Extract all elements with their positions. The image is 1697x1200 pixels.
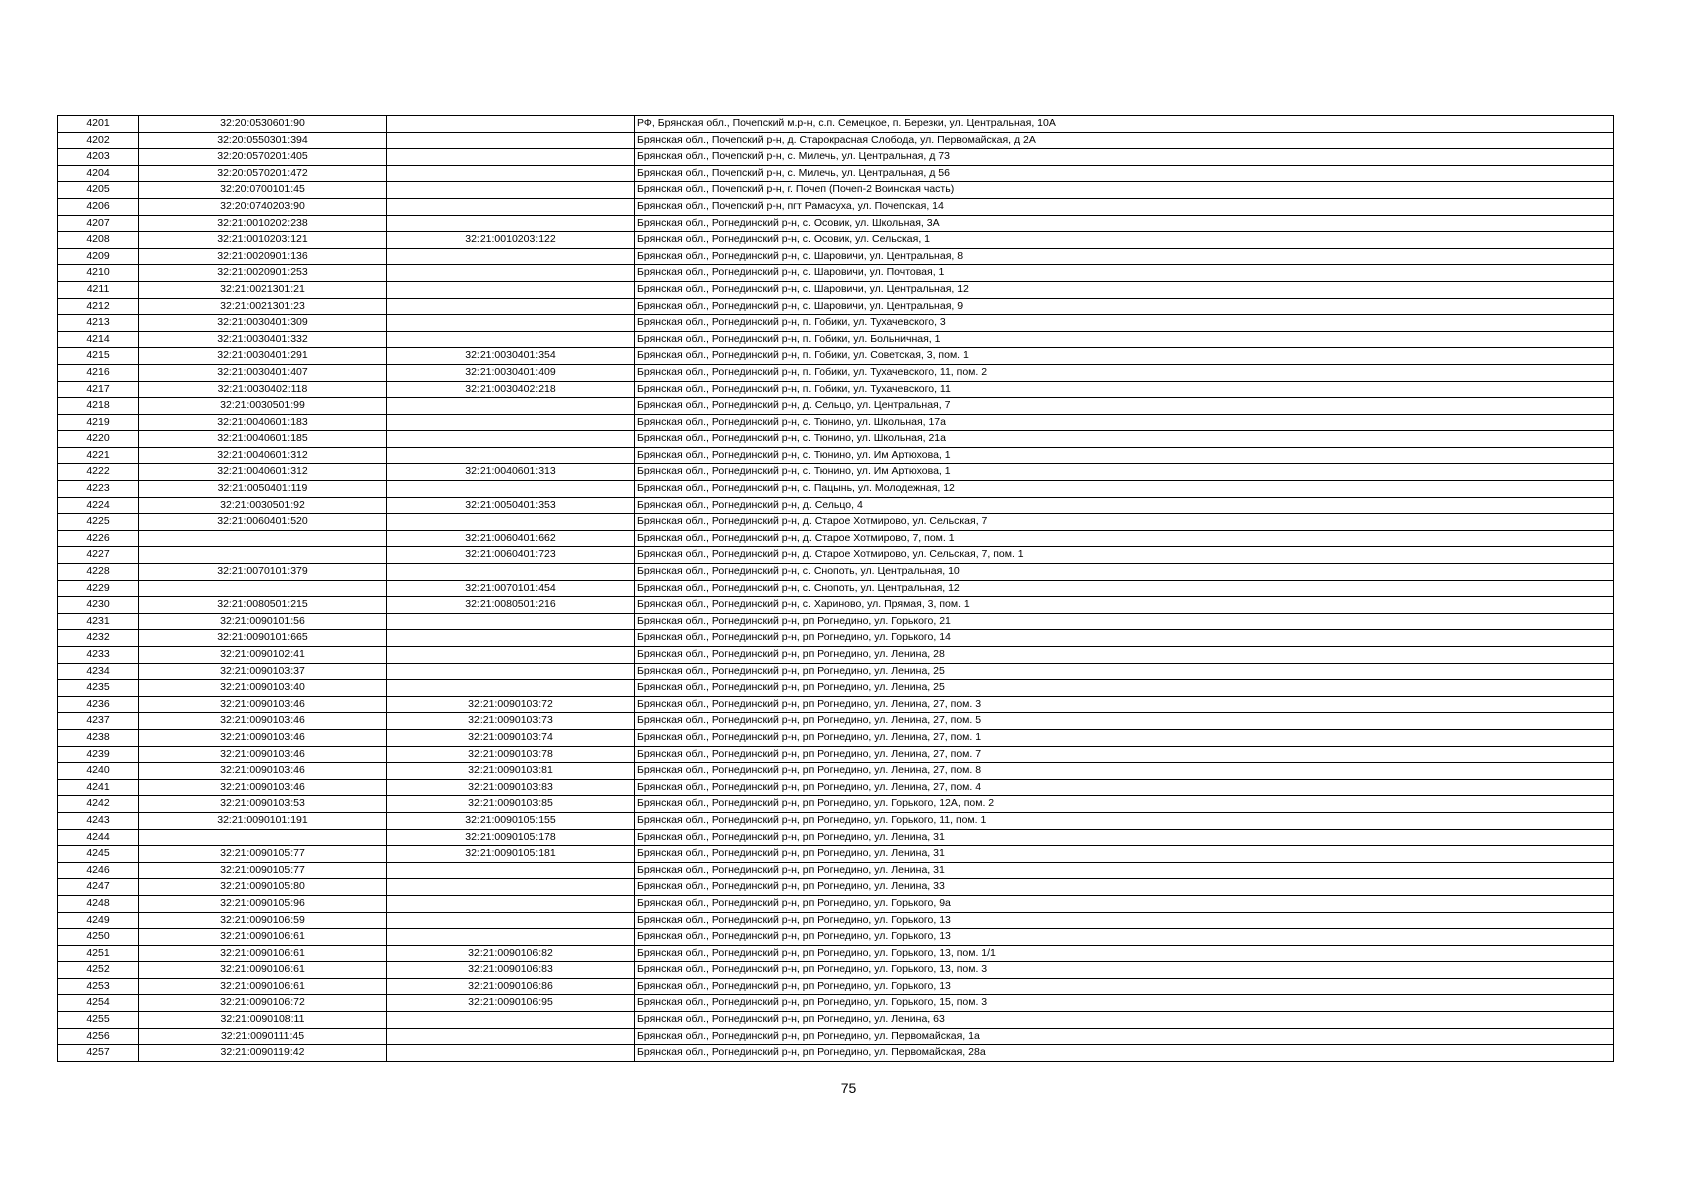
row-number-cell: 4255 bbox=[58, 1012, 139, 1029]
table-row bbox=[58, 132, 1614, 149]
row-number-cell: 4222 bbox=[58, 464, 139, 481]
table-row bbox=[58, 796, 1614, 813]
address-cell: Брянская обл., Почепский р-н, с. Милечь, ул. Центральная, д 56 bbox=[635, 165, 1614, 182]
row-number-cell: 4202 bbox=[58, 132, 139, 149]
cadastral-number-cell: 32:21:0090106:61 bbox=[139, 945, 387, 962]
row-number-cell: 4229 bbox=[58, 580, 139, 597]
row-number-cell: 4224 bbox=[58, 497, 139, 514]
table-row bbox=[58, 331, 1614, 348]
address-cell: Брянская обл., Рогнединский р-н, д. Сельцо, 4 bbox=[635, 497, 1614, 514]
table-row bbox=[58, 215, 1614, 232]
address-cell: Брянская обл., Рогнединский р-н, с. Пацынь, ул. Молодежная, 12 bbox=[635, 481, 1614, 498]
related-cadastral-number-cell bbox=[387, 116, 635, 133]
table-row bbox=[58, 846, 1614, 863]
table-row bbox=[58, 248, 1614, 265]
related-cadastral-number-cell bbox=[387, 647, 635, 664]
table-row bbox=[58, 713, 1614, 730]
table-row bbox=[58, 265, 1614, 282]
address-cell: Брянская обл., Рогнединский р-н, рп Рогнедино, ул. Ленина, 27, пом. 3 bbox=[635, 696, 1614, 713]
table-row bbox=[58, 232, 1614, 249]
table-row bbox=[58, 696, 1614, 713]
address-cell: Брянская обл., Рогнединский р-н, д. Старое Хотмирово, ул. Сельская, 7, пом. 1 bbox=[635, 547, 1614, 564]
address-cell: Брянская обл., Рогнединский р-н, п. Гобики, ул. Тухачевского, 11 bbox=[635, 381, 1614, 398]
related-cadastral-number-cell bbox=[387, 514, 635, 531]
address-cell: Брянская обл., Рогнединский р-н, рп Рогнедино, ул. Ленина, 31 bbox=[635, 846, 1614, 863]
row-number-cell: 4221 bbox=[58, 447, 139, 464]
cadastral-number-cell: 32:21:0060401:520 bbox=[139, 514, 387, 531]
related-cadastral-number-cell bbox=[387, 298, 635, 315]
cadastral-number-cell: 32:21:0021301:21 bbox=[139, 281, 387, 298]
related-cadastral-number-cell bbox=[387, 398, 635, 415]
address-cell: Брянская обл., Рогнединский р-н, с. Снопоть, ул. Центральная, 12 bbox=[635, 580, 1614, 597]
table-row bbox=[58, 149, 1614, 166]
table-row bbox=[58, 315, 1614, 332]
address-cell: Брянская обл., Почепский р-н, д. Старокрасная Слобода, ул. Первомайская, д 2А bbox=[635, 132, 1614, 149]
table-row bbox=[58, 962, 1614, 979]
row-number-cell: 4209 bbox=[58, 248, 139, 265]
cadastral-number-cell: 32:21:0090106:61 bbox=[139, 929, 387, 946]
row-number-cell: 4241 bbox=[58, 779, 139, 796]
related-cadastral-number-cell bbox=[387, 613, 635, 630]
related-cadastral-number-cell: 32:21:0060401:662 bbox=[387, 530, 635, 547]
table-row bbox=[58, 879, 1614, 896]
cadastral-number-cell: 32:21:0030501:99 bbox=[139, 398, 387, 415]
table-row bbox=[58, 945, 1614, 962]
related-cadastral-number-cell bbox=[387, 248, 635, 265]
row-number-cell: 4205 bbox=[58, 182, 139, 199]
table-row bbox=[58, 763, 1614, 780]
related-cadastral-number-cell: 32:21:0090105:155 bbox=[387, 812, 635, 829]
address-cell: Брянская обл., Рогнединский р-н, рп Рогнедино, ул. Горького, 11, пом. 1 bbox=[635, 812, 1614, 829]
related-cadastral-number-cell bbox=[387, 165, 635, 182]
related-cadastral-number-cell: 32:21:0090105:181 bbox=[387, 846, 635, 863]
table-row bbox=[58, 497, 1614, 514]
address-cell: Брянская обл., Рогнединский р-н, рп Рогнедино, ул. Первомайская, 1а bbox=[635, 1028, 1614, 1045]
cadastral-number-cell: 32:21:0070101:379 bbox=[139, 564, 387, 581]
related-cadastral-number-cell: 32:21:0090103:85 bbox=[387, 796, 635, 813]
table-row bbox=[58, 1045, 1614, 1062]
cadastral-number-cell: 32:21:0030401:291 bbox=[139, 348, 387, 365]
related-cadastral-number-cell bbox=[387, 862, 635, 879]
cadastral-number-cell bbox=[139, 547, 387, 564]
table-row bbox=[58, 912, 1614, 929]
address-cell: Брянская обл., Почепский р-н, с. Милечь, ул. Центральная, д 73 bbox=[635, 149, 1614, 166]
cadastral-number-cell: 32:21:0090105:77 bbox=[139, 862, 387, 879]
address-cell: Брянская обл., Рогнединский р-н, рп Рогнедино, ул. Горького, 13 bbox=[635, 929, 1614, 946]
related-cadastral-number-cell: 32:21:0010203:122 bbox=[387, 232, 635, 249]
row-number-cell: 4210 bbox=[58, 265, 139, 282]
cadastral-number-cell: 32:21:0090103:46 bbox=[139, 746, 387, 763]
row-number-cell: 4238 bbox=[58, 729, 139, 746]
table-row bbox=[58, 995, 1614, 1012]
related-cadastral-number-cell bbox=[387, 1028, 635, 1045]
table-row bbox=[58, 613, 1614, 630]
row-number-cell: 4203 bbox=[58, 149, 139, 166]
cadastral-number-cell: 32:21:0090106:61 bbox=[139, 978, 387, 995]
cadastral-number-cell: 32:21:0050401:119 bbox=[139, 481, 387, 498]
row-number-cell: 4256 bbox=[58, 1028, 139, 1045]
related-cadastral-number-cell bbox=[387, 431, 635, 448]
address-cell: Брянская обл., Рогнединский р-н, рп Рогнедино, ул. Ленина, 27, пом. 1 bbox=[635, 729, 1614, 746]
row-number-cell: 4243 bbox=[58, 812, 139, 829]
related-cadastral-number-cell bbox=[387, 198, 635, 215]
row-number-cell: 4245 bbox=[58, 846, 139, 863]
table-row bbox=[58, 1028, 1614, 1045]
cadastral-number-cell: 32:21:0040601:185 bbox=[139, 431, 387, 448]
table-row bbox=[58, 779, 1614, 796]
table-row bbox=[58, 398, 1614, 415]
address-cell: Брянская обл., Рогнединский р-н, д. Старое Хотмирово, 7, пом. 1 bbox=[635, 530, 1614, 547]
address-cell: Брянская обл., Рогнединский р-н, рп Рогнедино, ул. Горького, 14 bbox=[635, 630, 1614, 647]
related-cadastral-number-cell bbox=[387, 564, 635, 581]
table-row bbox=[58, 348, 1614, 365]
cadastral-number-cell: 32:21:0090102:41 bbox=[139, 647, 387, 664]
row-number-cell: 4236 bbox=[58, 696, 139, 713]
related-cadastral-number-cell bbox=[387, 1045, 635, 1062]
cadastral-number-cell bbox=[139, 829, 387, 846]
cadastral-number-cell: 32:21:0090101:665 bbox=[139, 630, 387, 647]
cadastral-number-cell: 32:21:0090103:46 bbox=[139, 696, 387, 713]
registry-table-body bbox=[58, 116, 1614, 1062]
address-cell: Брянская обл., Рогнединский р-н, п. Гобики, ул. Тухачевского, 11, пом. 2 bbox=[635, 364, 1614, 381]
table-row bbox=[58, 431, 1614, 448]
cadastral-number-cell: 32:21:0090103:37 bbox=[139, 663, 387, 680]
cadastral-number-cell: 32:21:0090108:11 bbox=[139, 1012, 387, 1029]
cadastral-number-cell: 32:21:0090103:46 bbox=[139, 779, 387, 796]
cadastral-number-cell: 32:21:0030401:309 bbox=[139, 315, 387, 332]
table-row bbox=[58, 564, 1614, 581]
address-cell: Брянская обл., Почепский р-н, пгт Рамасуха, ул. Почепская, 14 bbox=[635, 198, 1614, 215]
address-cell: Брянская обл., Рогнединский р-н, с. Снопоть, ул. Центральная, 10 bbox=[635, 564, 1614, 581]
row-number-cell: 4225 bbox=[58, 514, 139, 531]
related-cadastral-number-cell bbox=[387, 663, 635, 680]
related-cadastral-number-cell bbox=[387, 912, 635, 929]
cadastral-number-cell: 32:21:0090119:42 bbox=[139, 1045, 387, 1062]
table-row bbox=[58, 414, 1614, 431]
cadastral-number-cell: 32:21:0040601:183 bbox=[139, 414, 387, 431]
related-cadastral-number-cell bbox=[387, 895, 635, 912]
row-number-cell: 4207 bbox=[58, 215, 139, 232]
address-cell: Брянская обл., Рогнединский р-н, рп Рогнедино, ул. Горького, 9а bbox=[635, 895, 1614, 912]
row-number-cell: 4232 bbox=[58, 630, 139, 647]
cadastral-number-cell: 32:21:0030402:118 bbox=[139, 381, 387, 398]
related-cadastral-number-cell bbox=[387, 132, 635, 149]
row-number-cell: 4208 bbox=[58, 232, 139, 249]
address-cell: Брянская обл., Рогнединский р-н, с. Тюнино, ул. Им Артюхова, 1 bbox=[635, 447, 1614, 464]
address-cell: Брянская обл., Рогнединский р-н, рп Рогнедино, ул. Ленина, 27, пом. 5 bbox=[635, 713, 1614, 730]
address-cell: Брянская обл., Почепский р-н, г. Почеп (Почеп-2 Воинская часть) bbox=[635, 182, 1614, 199]
related-cadastral-number-cell bbox=[387, 182, 635, 199]
row-number-cell: 4233 bbox=[58, 647, 139, 664]
row-number-cell: 4228 bbox=[58, 564, 139, 581]
related-cadastral-number-cell: 32:21:0090103:73 bbox=[387, 713, 635, 730]
row-number-cell: 4247 bbox=[58, 879, 139, 896]
table-row bbox=[58, 165, 1614, 182]
related-cadastral-number-cell: 32:21:0030401:409 bbox=[387, 364, 635, 381]
cadastral-number-cell bbox=[139, 580, 387, 597]
row-number-cell: 4237 bbox=[58, 713, 139, 730]
row-number-cell: 4204 bbox=[58, 165, 139, 182]
cadastral-number-cell: 32:21:0090106:59 bbox=[139, 912, 387, 929]
row-number-cell: 4213 bbox=[58, 315, 139, 332]
related-cadastral-number-cell bbox=[387, 215, 635, 232]
table-row bbox=[58, 680, 1614, 697]
table-row bbox=[58, 746, 1614, 763]
related-cadastral-number-cell: 32:21:0030402:218 bbox=[387, 381, 635, 398]
related-cadastral-number-cell bbox=[387, 281, 635, 298]
row-number-cell: 4235 bbox=[58, 680, 139, 697]
cadastral-number-cell: 32:21:0080501:215 bbox=[139, 597, 387, 614]
address-cell: Брянская обл., Рогнединский р-н, с. Осовик, ул. Сельская, 1 bbox=[635, 232, 1614, 249]
address-cell: Брянская обл., Рогнединский р-н, рп Рогнедино, ул. Горького, 15, пом. 3 bbox=[635, 995, 1614, 1012]
table-row bbox=[58, 895, 1614, 912]
table-row bbox=[58, 729, 1614, 746]
cadastral-number-cell: 32:21:0030401:407 bbox=[139, 364, 387, 381]
row-number-cell: 4249 bbox=[58, 912, 139, 929]
cadastral-number-cell: 32:20:0700101:45 bbox=[139, 182, 387, 199]
row-number-cell: 4218 bbox=[58, 398, 139, 415]
cadastral-number-cell: 32:21:0090101:56 bbox=[139, 613, 387, 630]
row-number-cell: 4212 bbox=[58, 298, 139, 315]
table-row bbox=[58, 862, 1614, 879]
table-row bbox=[58, 663, 1614, 680]
address-cell: Брянская обл., Рогнединский р-н, рп Рогнедино, ул. Ленина, 31 bbox=[635, 829, 1614, 846]
related-cadastral-number-cell: 32:21:0090106:86 bbox=[387, 978, 635, 995]
related-cadastral-number-cell bbox=[387, 1012, 635, 1029]
cadastral-number-cell: 32:20:0550301:394 bbox=[139, 132, 387, 149]
address-cell: РФ, Брянская обл., Почепский м.р-н, с.п. Семецкое, п. Березки, ул. Центральная, 10А bbox=[635, 116, 1614, 133]
cadastral-number-cell: 32:21:0030501:92 bbox=[139, 497, 387, 514]
table-row bbox=[58, 647, 1614, 664]
table-row bbox=[58, 364, 1614, 381]
row-number-cell: 4257 bbox=[58, 1045, 139, 1062]
table-row bbox=[58, 547, 1614, 564]
table-row bbox=[58, 481, 1614, 498]
related-cadastral-number-cell bbox=[387, 680, 635, 697]
related-cadastral-number-cell bbox=[387, 447, 635, 464]
address-cell: Брянская обл., Рогнединский р-н, рп Рогнедино, ул. Горького, 21 bbox=[635, 613, 1614, 630]
related-cadastral-number-cell: 32:21:0080501:216 bbox=[387, 597, 635, 614]
row-number-cell: 4214 bbox=[58, 331, 139, 348]
address-cell: Брянская обл., Рогнединский р-н, д. Сельцо, ул. Центральная, 7 bbox=[635, 398, 1614, 415]
address-cell: Брянская обл., Рогнединский р-н, рп Рогнедино, ул. Ленина, 27, пом. 8 bbox=[635, 763, 1614, 780]
address-cell: Брянская обл., Рогнединский р-н, с. Шаровичи, ул. Почтовая, 1 bbox=[635, 265, 1614, 282]
row-number-cell: 4211 bbox=[58, 281, 139, 298]
cadastral-number-cell: 32:21:0040601:312 bbox=[139, 447, 387, 464]
related-cadastral-number-cell: 32:21:0090105:178 bbox=[387, 829, 635, 846]
row-number-cell: 4216 bbox=[58, 364, 139, 381]
related-cadastral-number-cell bbox=[387, 414, 635, 431]
related-cadastral-number-cell: 32:21:0090103:81 bbox=[387, 763, 635, 780]
row-number-cell: 4242 bbox=[58, 796, 139, 813]
related-cadastral-number-cell bbox=[387, 265, 635, 282]
row-number-cell: 4223 bbox=[58, 481, 139, 498]
address-cell: Брянская обл., Рогнединский р-н, с. Осовик, ул. Школьная, 3А bbox=[635, 215, 1614, 232]
address-cell: Брянская обл., Рогнединский р-н, рп Рогнедино, ул. Горького, 13, пом. 1/1 bbox=[635, 945, 1614, 962]
address-cell: Брянская обл., Рогнединский р-н, рп Рогнедино, ул. Ленина, 63 bbox=[635, 1012, 1614, 1029]
row-number-cell: 4252 bbox=[58, 962, 139, 979]
address-cell: Брянская обл., Рогнединский р-н, с. Тюнино, ул. Им Артюхова, 1 bbox=[635, 464, 1614, 481]
address-cell: Брянская обл., Рогнединский р-н, д. Старое Хотмирово, ул. Сельская, 7 bbox=[635, 514, 1614, 531]
cadastral-number-cell: 32:21:0090106:61 bbox=[139, 962, 387, 979]
row-number-cell: 4230 bbox=[58, 597, 139, 614]
table-row bbox=[58, 381, 1614, 398]
row-number-cell: 4201 bbox=[58, 116, 139, 133]
row-number-cell: 4248 bbox=[58, 895, 139, 912]
row-number-cell: 4227 bbox=[58, 547, 139, 564]
related-cadastral-number-cell: 32:21:0090106:82 bbox=[387, 945, 635, 962]
row-number-cell: 4234 bbox=[58, 663, 139, 680]
cadastral-number-cell: 32:21:0040601:312 bbox=[139, 464, 387, 481]
cadastral-number-cell: 32:21:0010202:238 bbox=[139, 215, 387, 232]
related-cadastral-number-cell bbox=[387, 630, 635, 647]
address-cell: Брянская обл., Рогнединский р-н, п. Гобики, ул. Больничная, 1 bbox=[635, 331, 1614, 348]
row-number-cell: 4251 bbox=[58, 945, 139, 962]
address-cell: Брянская обл., Рогнединский р-н, с. Хариново, ул. Прямая, 3, пом. 1 bbox=[635, 597, 1614, 614]
table-row bbox=[58, 281, 1614, 298]
cadastral-number-cell: 32:21:0090111:45 bbox=[139, 1028, 387, 1045]
cadastral-number-cell bbox=[139, 530, 387, 547]
cadastral-number-cell: 32:21:0090103:46 bbox=[139, 713, 387, 730]
row-number-cell: 4217 bbox=[58, 381, 139, 398]
cadastral-number-cell: 32:21:0090103:53 bbox=[139, 796, 387, 813]
address-cell: Брянская обл., Рогнединский р-н, рп Рогнедино, ул. Ленина, 27, пом. 4 bbox=[635, 779, 1614, 796]
cadastral-number-cell: 32:21:0090106:72 bbox=[139, 995, 387, 1012]
cadastral-number-cell: 32:20:0570201:405 bbox=[139, 149, 387, 166]
related-cadastral-number-cell: 32:21:0090103:78 bbox=[387, 746, 635, 763]
address-cell: Брянская обл., Рогнединский р-н, рп Рогнедино, ул. Ленина, 25 bbox=[635, 680, 1614, 697]
row-number-cell: 4231 bbox=[58, 613, 139, 630]
address-cell: Брянская обл., Рогнединский р-н, рп Рогнедино, ул. Горького, 12А, пом. 2 bbox=[635, 796, 1614, 813]
cadastral-number-cell: 32:21:0090103:40 bbox=[139, 680, 387, 697]
row-number-cell: 4226 bbox=[58, 530, 139, 547]
cadastral-number-cell: 32:21:0030401:332 bbox=[139, 331, 387, 348]
cadastral-number-cell: 32:21:0010203:121 bbox=[139, 232, 387, 249]
row-number-cell: 4244 bbox=[58, 829, 139, 846]
cadastral-number-cell: 32:21:0020901:136 bbox=[139, 248, 387, 265]
cadastral-number-cell: 32:21:0090101:191 bbox=[139, 812, 387, 829]
table-row bbox=[58, 198, 1614, 215]
related-cadastral-number-cell bbox=[387, 149, 635, 166]
address-cell: Брянская обл., Рогнединский р-н, с. Шаровичи, ул. Центральная, 9 bbox=[635, 298, 1614, 315]
address-cell: Брянская обл., Рогнединский р-н, рп Рогнедино, ул. Ленина, 28 bbox=[635, 647, 1614, 664]
row-number-cell: 4215 bbox=[58, 348, 139, 365]
table-row bbox=[58, 597, 1614, 614]
table-row bbox=[58, 514, 1614, 531]
table-row bbox=[58, 464, 1614, 481]
row-number-cell: 4253 bbox=[58, 978, 139, 995]
table-row bbox=[58, 530, 1614, 547]
table-row bbox=[58, 978, 1614, 995]
table-row bbox=[58, 812, 1614, 829]
related-cadastral-number-cell: 32:21:0060401:723 bbox=[387, 547, 635, 564]
related-cadastral-number-cell: 32:21:0090103:72 bbox=[387, 696, 635, 713]
address-cell: Брянская обл., Рогнединский р-н, рп Рогнедино, ул. Горького, 13, пом. 3 bbox=[635, 962, 1614, 979]
address-cell: Брянская обл., Рогнединский р-н, рп Рогнедино, ул. Ленина, 33 bbox=[635, 879, 1614, 896]
address-cell: Брянская обл., Рогнединский р-н, рп Рогнедино, ул. Ленина, 25 bbox=[635, 663, 1614, 680]
page-number: 75 bbox=[840, 1080, 857, 1096]
table-row bbox=[58, 580, 1614, 597]
cadastral-number-cell: 32:20:0530601:90 bbox=[139, 116, 387, 133]
cadastral-number-cell: 32:21:0090105:96 bbox=[139, 895, 387, 912]
table-row bbox=[58, 447, 1614, 464]
cadastral-number-cell: 32:20:0570201:472 bbox=[139, 165, 387, 182]
table-row bbox=[58, 929, 1614, 946]
cadastral-number-cell: 32:21:0021301:23 bbox=[139, 298, 387, 315]
related-cadastral-number-cell bbox=[387, 481, 635, 498]
table-row bbox=[58, 116, 1614, 133]
row-number-cell: 4240 bbox=[58, 763, 139, 780]
address-cell: Брянская обл., Рогнединский р-н, с. Шаровичи, ул. Центральная, 8 bbox=[635, 248, 1614, 265]
row-number-cell: 4250 bbox=[58, 929, 139, 946]
cadastral-number-cell: 32:21:0090103:46 bbox=[139, 763, 387, 780]
registry-table bbox=[57, 115, 1614, 1062]
related-cadastral-number-cell bbox=[387, 315, 635, 332]
related-cadastral-number-cell: 32:21:0070101:454 bbox=[387, 580, 635, 597]
table-row bbox=[58, 829, 1614, 846]
table-row bbox=[58, 630, 1614, 647]
address-cell: Брянская обл., Рогнединский р-н, рп Рогнедино, ул. Горького, 13 bbox=[635, 912, 1614, 929]
row-number-cell: 4220 bbox=[58, 431, 139, 448]
cadastral-number-cell: 32:20:0740203:90 bbox=[139, 198, 387, 215]
related-cadastral-number-cell bbox=[387, 929, 635, 946]
related-cadastral-number-cell bbox=[387, 879, 635, 896]
cadastral-number-cell: 32:21:0090105:77 bbox=[139, 846, 387, 863]
related-cadastral-number-cell: 32:21:0050401:353 bbox=[387, 497, 635, 514]
related-cadastral-number-cell bbox=[387, 331, 635, 348]
related-cadastral-number-cell: 32:21:0090106:83 bbox=[387, 962, 635, 979]
table-row bbox=[58, 1012, 1614, 1029]
related-cadastral-number-cell: 32:21:0040601:313 bbox=[387, 464, 635, 481]
address-cell: Брянская обл., Рогнединский р-н, с. Тюнино, ул. Школьная, 17а bbox=[635, 414, 1614, 431]
related-cadastral-number-cell: 32:21:0090103:83 bbox=[387, 779, 635, 796]
row-number-cell: 4206 bbox=[58, 198, 139, 215]
related-cadastral-number-cell: 32:21:0030401:354 bbox=[387, 348, 635, 365]
cadastral-number-cell: 32:21:0090105:80 bbox=[139, 879, 387, 896]
table-row bbox=[58, 298, 1614, 315]
address-cell: Брянская обл., Рогнединский р-н, п. Гобики, ул. Советская, 3, пом. 1 bbox=[635, 348, 1614, 365]
cadastral-number-cell: 32:21:0020901:253 bbox=[139, 265, 387, 282]
row-number-cell: 4254 bbox=[58, 995, 139, 1012]
address-cell: Брянская обл., Рогнединский р-н, п. Гобики, ул. Тухачевского, 3 bbox=[635, 315, 1614, 332]
cadastral-number-cell: 32:21:0090103:46 bbox=[139, 729, 387, 746]
row-number-cell: 4219 bbox=[58, 414, 139, 431]
row-number-cell: 4239 bbox=[58, 746, 139, 763]
address-cell: Брянская обл., Рогнединский р-н, рп Рогнедино, ул. Ленина, 27, пом. 7 bbox=[635, 746, 1614, 763]
address-cell: Брянская обл., Рогнединский р-н, с. Тюнино, ул. Школьная, 21а bbox=[635, 431, 1614, 448]
row-number-cell: 4246 bbox=[58, 862, 139, 879]
address-cell: Брянская обл., Рогнединский р-н, с. Шаровичи, ул. Центральная, 12 bbox=[635, 281, 1614, 298]
related-cadastral-number-cell: 32:21:0090103:74 bbox=[387, 729, 635, 746]
address-cell: Брянская обл., Рогнединский р-н, рп Рогнедино, ул. Горького, 13 bbox=[635, 978, 1614, 995]
address-cell: Брянская обл., Рогнединский р-н, рп Рогнедино, ул. Ленина, 31 bbox=[635, 862, 1614, 879]
table-row bbox=[58, 182, 1614, 199]
related-cadastral-number-cell: 32:21:0090106:95 bbox=[387, 995, 635, 1012]
address-cell: Брянская обл., Рогнединский р-н, рп Рогнедино, ул. Первомайская, 28а bbox=[635, 1045, 1614, 1062]
